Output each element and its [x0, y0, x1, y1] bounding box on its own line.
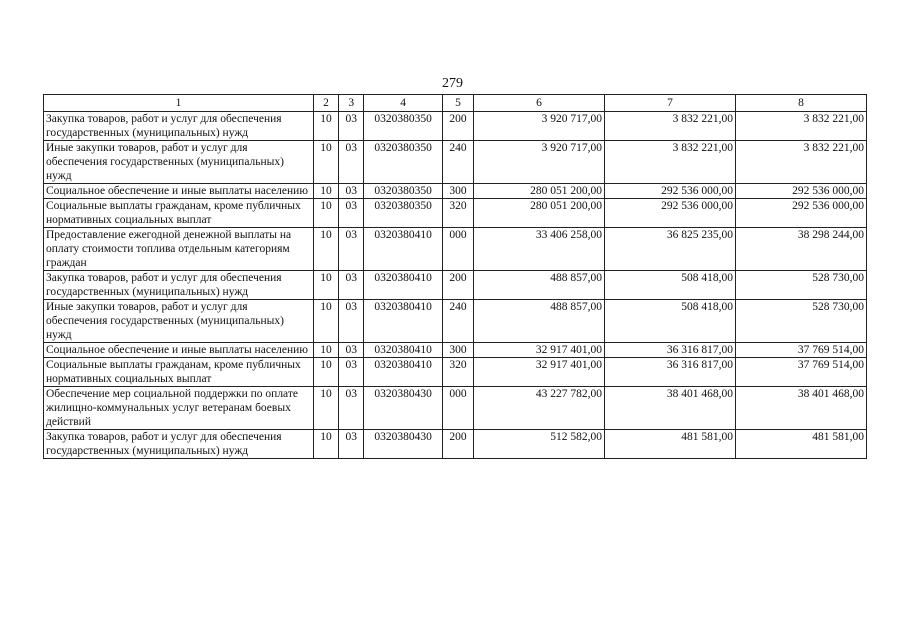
amount-col6-cell: 280 051 200,00: [474, 184, 605, 199]
amount-col8-cell: 3 832 221,00: [735, 141, 866, 184]
amount-col7-cell: 481 581,00: [605, 430, 736, 459]
subsection-code-cell: 03: [339, 430, 364, 459]
amount-col7-cell: 292 536 000,00: [605, 199, 736, 228]
table-row: [44, 343, 867, 358]
expense-type-cell: 240: [442, 300, 473, 343]
table-row: [44, 387, 867, 430]
table-row: [44, 271, 867, 300]
section-code-cell: 10: [313, 199, 338, 228]
amount-col8-cell: 528 730,00: [735, 300, 866, 343]
expense-type-cell: 300: [442, 184, 473, 199]
amount-col6-cell: 3 920 717,00: [474, 141, 605, 184]
subsection-code-cell: 03: [339, 343, 364, 358]
row-name-cell: Иные закупки товаров, работ и услуг для обеспечения государственных (муниципальных) нужд: [44, 141, 314, 184]
amount-col8-cell: 38 401 468,00: [735, 387, 866, 430]
target-article-cell: 0320380410: [364, 271, 443, 300]
target-article-cell: 0320380410: [364, 343, 443, 358]
column-header: 7: [605, 95, 736, 112]
subsection-code-cell: 03: [339, 358, 364, 387]
section-code-cell: 10: [313, 112, 338, 141]
amount-col8-cell: 38 298 244,00: [735, 228, 866, 271]
row-name-cell: Социальные выплаты гражданам, кроме публичных нормативных социальных выплат: [44, 199, 314, 228]
amount-col7-cell: 3 832 221,00: [605, 112, 736, 141]
amount-col7-cell: 36 825 235,00: [605, 228, 736, 271]
amount-col7-cell: 36 316 817,00: [605, 343, 736, 358]
row-name-cell: Закупка товаров, работ и услуг для обеспечения государственных (муниципальных) нужд: [44, 112, 314, 141]
target-article-cell: 0320380350: [364, 184, 443, 199]
table-row: [44, 358, 867, 387]
section-code-cell: 10: [313, 387, 338, 430]
amount-col6-cell: 512 582,00: [474, 430, 605, 459]
subsection-code-cell: 03: [339, 228, 364, 271]
subsection-code-cell: 03: [339, 387, 364, 430]
column-header: 6: [474, 95, 605, 112]
column-header: 3: [339, 95, 364, 112]
amount-col6-cell: 3 920 717,00: [474, 112, 605, 141]
row-name-cell: Закупка товаров, работ и услуг для обеспечения государственных (муниципальных) нужд: [44, 430, 314, 459]
amount-col6-cell: 488 857,00: [474, 271, 605, 300]
section-code-cell: 10: [313, 271, 338, 300]
amount-col7-cell: 36 316 817,00: [605, 358, 736, 387]
budget-table: [43, 94, 867, 459]
amount-col8-cell: 37 769 514,00: [735, 343, 866, 358]
subsection-code-cell: 03: [339, 112, 364, 141]
column-header: 5: [442, 95, 473, 112]
amount-col7-cell: 292 536 000,00: [605, 184, 736, 199]
amount-col8-cell: 292 536 000,00: [735, 199, 866, 228]
table-row: [44, 112, 867, 141]
expense-type-cell: 300: [442, 343, 473, 358]
section-code-cell: 10: [313, 228, 338, 271]
amount-col6-cell: 43 227 782,00: [474, 387, 605, 430]
amount-col7-cell: 508 418,00: [605, 271, 736, 300]
table-row: [44, 141, 867, 184]
amount-col6-cell: 488 857,00: [474, 300, 605, 343]
amount-col6-cell: 32 917 401,00: [474, 358, 605, 387]
expense-type-cell: 200: [442, 430, 473, 459]
target-article-cell: 0320380410: [364, 358, 443, 387]
table-row: [44, 228, 867, 271]
column-header: 4: [364, 95, 443, 112]
row-name-cell: Обеспечение мер социальной поддержки по оплате жилищно-коммунальных услуг ветеранам боевых действий: [44, 387, 314, 430]
section-code-cell: 10: [313, 430, 338, 459]
amount-col7-cell: 38 401 468,00: [605, 387, 736, 430]
amount-col6-cell: 280 051 200,00: [474, 199, 605, 228]
section-code-cell: 10: [313, 300, 338, 343]
column-header: 8: [735, 95, 866, 112]
row-name-cell: Предоставление ежегодной денежной выплаты на оплату стоимости топлива отдельным категориям граждан: [44, 228, 314, 271]
row-name-cell: Социальное обеспечение и иные выплаты населению: [44, 343, 314, 358]
section-code-cell: 10: [313, 358, 338, 387]
target-article-cell: 0320380350: [364, 112, 443, 141]
expense-type-cell: 200: [442, 271, 473, 300]
expense-type-cell: 200: [442, 112, 473, 141]
row-name-cell: Закупка товаров, работ и услуг для обеспечения государственных (муниципальных) нужд: [44, 271, 314, 300]
expense-type-cell: 320: [442, 199, 473, 228]
amount-col6-cell: 33 406 258,00: [474, 228, 605, 271]
amount-col8-cell: 528 730,00: [735, 271, 866, 300]
subsection-code-cell: 03: [339, 141, 364, 184]
section-code-cell: 10: [313, 343, 338, 358]
column-header: 1: [44, 95, 314, 112]
amount-col8-cell: 292 536 000,00: [735, 184, 866, 199]
amount-col7-cell: 3 832 221,00: [605, 141, 736, 184]
target-article-cell: 0320380350: [364, 199, 443, 228]
subsection-code-cell: 03: [339, 184, 364, 199]
amount-col8-cell: 481 581,00: [735, 430, 866, 459]
row-name-cell: Иные закупки товаров, работ и услуг для обеспечения государственных (муниципальных) нужд: [44, 300, 314, 343]
amount-col8-cell: 37 769 514,00: [735, 358, 866, 387]
row-name-cell: Социальные выплаты гражданам, кроме публичных нормативных социальных выплат: [44, 358, 314, 387]
amount-col7-cell: 508 418,00: [605, 300, 736, 343]
target-article-cell: 0320380410: [364, 300, 443, 343]
table-row: [44, 300, 867, 343]
target-article-cell: 0320380430: [364, 430, 443, 459]
table-row: [44, 184, 867, 199]
table-row: [44, 430, 867, 459]
amount-col8-cell: 3 832 221,00: [735, 112, 866, 141]
target-article-cell: 0320380350: [364, 141, 443, 184]
header-row: [44, 95, 867, 112]
table-row: [44, 199, 867, 228]
row-name-cell: Социальное обеспечение и иные выплаты населению: [44, 184, 314, 199]
expense-type-cell: 240: [442, 141, 473, 184]
expense-type-cell: 000: [442, 387, 473, 430]
target-article-cell: 0320380430: [364, 387, 443, 430]
amount-col6-cell: 32 917 401,00: [474, 343, 605, 358]
section-code-cell: 10: [313, 184, 338, 199]
subsection-code-cell: 03: [339, 271, 364, 300]
expense-type-cell: 000: [442, 228, 473, 271]
subsection-code-cell: 03: [339, 199, 364, 228]
page-number: 279: [442, 76, 463, 91]
section-code-cell: 10: [313, 141, 338, 184]
column-header: 2: [313, 95, 338, 112]
expense-type-cell: 320: [442, 358, 473, 387]
target-article-cell: 0320380410: [364, 228, 443, 271]
subsection-code-cell: 03: [339, 300, 364, 343]
